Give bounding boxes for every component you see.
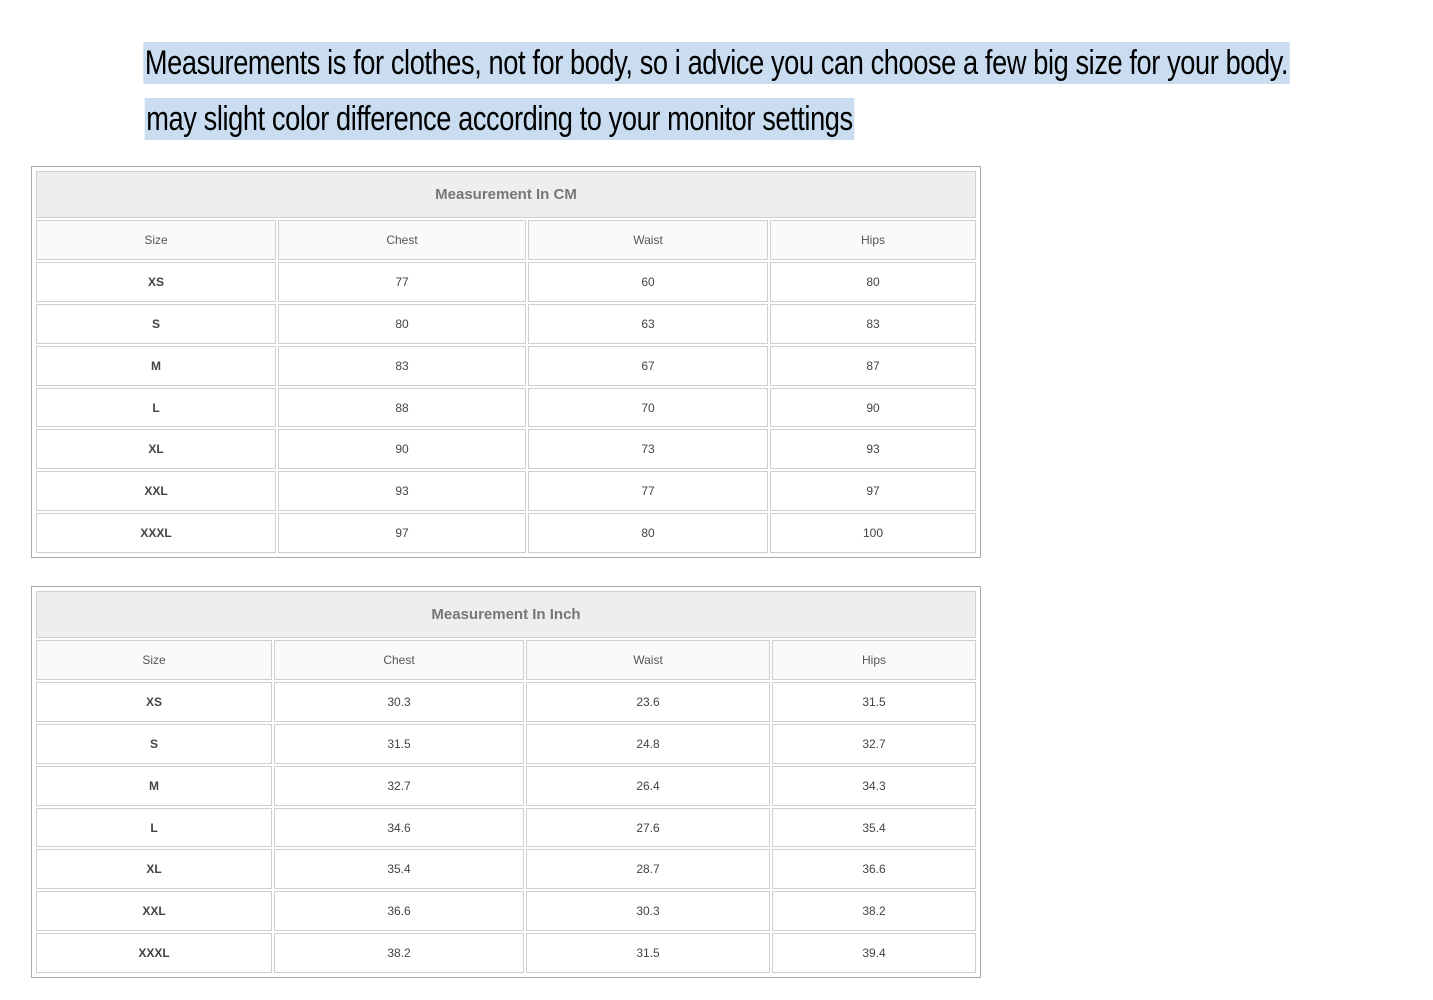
chest-cell: 97 bbox=[278, 513, 526, 553]
waist-cell: 63 bbox=[528, 304, 768, 344]
size-cell: L bbox=[36, 388, 276, 428]
inch-size-table bbox=[31, 586, 981, 978]
chest-cell: 77 bbox=[278, 262, 526, 302]
hips-cell: 97 bbox=[770, 471, 976, 511]
table-row bbox=[36, 682, 976, 722]
chest-cell: 32.7 bbox=[274, 766, 524, 806]
hips-cell: 38.2 bbox=[772, 891, 976, 931]
waist-cell: 31.5 bbox=[526, 933, 770, 973]
table-caption: Measurement In Inch bbox=[36, 591, 976, 638]
table-row bbox=[36, 891, 976, 931]
waist-cell: 30.3 bbox=[526, 891, 770, 931]
hips-cell: 87 bbox=[770, 346, 976, 386]
hips-cell: 36.6 bbox=[772, 849, 976, 889]
waist-cell: 73 bbox=[528, 429, 768, 469]
size-cell: S bbox=[36, 304, 276, 344]
table-row bbox=[36, 429, 976, 469]
column-header-hips: Hips bbox=[770, 220, 976, 260]
table-caption-row bbox=[36, 591, 976, 638]
table-row bbox=[36, 849, 976, 889]
waist-cell: 27.6 bbox=[526, 808, 770, 848]
size-cell: XXXL bbox=[36, 933, 272, 973]
waist-cell: 26.4 bbox=[526, 766, 770, 806]
column-header-chest: Chest bbox=[274, 640, 524, 680]
table-row bbox=[36, 766, 976, 806]
chest-cell: 34.6 bbox=[274, 808, 524, 848]
table-row bbox=[36, 346, 976, 386]
table-row bbox=[36, 808, 976, 848]
hips-cell: 83 bbox=[770, 304, 976, 344]
hips-cell: 93 bbox=[770, 429, 976, 469]
hips-cell: 34.3 bbox=[772, 766, 976, 806]
table-row bbox=[36, 513, 976, 553]
sizing-notice-text: Measurements is for clothes, not for body, so i advice you can choose a few big size for your body. bbox=[144, 44, 1289, 82]
waist-cell: 80 bbox=[528, 513, 768, 553]
chest-cell: 35.4 bbox=[274, 849, 524, 889]
chest-cell: 93 bbox=[278, 471, 526, 511]
chest-cell: 83 bbox=[278, 346, 526, 386]
column-header-chest: Chest bbox=[278, 220, 526, 260]
size-cell: XL bbox=[36, 849, 272, 889]
hips-cell: 90 bbox=[770, 388, 976, 428]
column-header-waist: Waist bbox=[526, 640, 770, 680]
size-cell: XXL bbox=[36, 471, 276, 511]
table-row bbox=[36, 724, 976, 764]
size-cell: XXL bbox=[36, 891, 272, 931]
table-row bbox=[36, 471, 976, 511]
chest-cell: 80 bbox=[278, 304, 526, 344]
sizing-notice bbox=[0, 42, 1289, 84]
color-notice-text: may slight color difference according to your monitor settings bbox=[146, 100, 854, 138]
chest-cell: 30.3 bbox=[274, 682, 524, 722]
table-row bbox=[36, 388, 976, 428]
chest-cell: 38.2 bbox=[274, 933, 524, 973]
waist-cell: 70 bbox=[528, 388, 768, 428]
table-row bbox=[36, 262, 976, 302]
waist-cell: 77 bbox=[528, 471, 768, 511]
table-row bbox=[36, 933, 976, 973]
table-header-row bbox=[36, 220, 976, 260]
chest-cell: 88 bbox=[278, 388, 526, 428]
chest-cell: 31.5 bbox=[274, 724, 524, 764]
hips-cell: 80 bbox=[770, 262, 976, 302]
hips-cell: 31.5 bbox=[772, 682, 976, 722]
column-header-waist: Waist bbox=[528, 220, 768, 260]
column-header-size: Size bbox=[36, 220, 276, 260]
table-caption: Measurement In CM bbox=[36, 171, 976, 218]
hips-cell: 39.4 bbox=[772, 933, 976, 973]
cm-size-table bbox=[31, 166, 981, 558]
waist-cell: 28.7 bbox=[526, 849, 770, 889]
waist-cell: 67 bbox=[528, 346, 768, 386]
size-cell: M bbox=[36, 766, 272, 806]
table-row bbox=[36, 304, 976, 344]
hips-cell: 32.7 bbox=[772, 724, 976, 764]
waist-cell: 24.8 bbox=[526, 724, 770, 764]
chest-cell: 90 bbox=[278, 429, 526, 469]
hips-cell: 35.4 bbox=[772, 808, 976, 848]
size-cell: XS bbox=[36, 262, 276, 302]
table-header-row bbox=[36, 640, 976, 680]
waist-cell: 60 bbox=[528, 262, 768, 302]
size-cell: L bbox=[36, 808, 272, 848]
size-cell: S bbox=[36, 724, 272, 764]
column-header-size: Size bbox=[36, 640, 272, 680]
waist-cell: 23.6 bbox=[526, 682, 770, 722]
size-cell: XXXL bbox=[36, 513, 276, 553]
size-cell: XL bbox=[36, 429, 276, 469]
hips-cell: 100 bbox=[770, 513, 976, 553]
size-cell: XS bbox=[36, 682, 272, 722]
table-caption-row bbox=[36, 171, 976, 218]
size-cell: M bbox=[36, 346, 276, 386]
column-header-hips: Hips bbox=[772, 640, 976, 680]
chest-cell: 36.6 bbox=[274, 891, 524, 931]
color-notice bbox=[0, 98, 1000, 140]
